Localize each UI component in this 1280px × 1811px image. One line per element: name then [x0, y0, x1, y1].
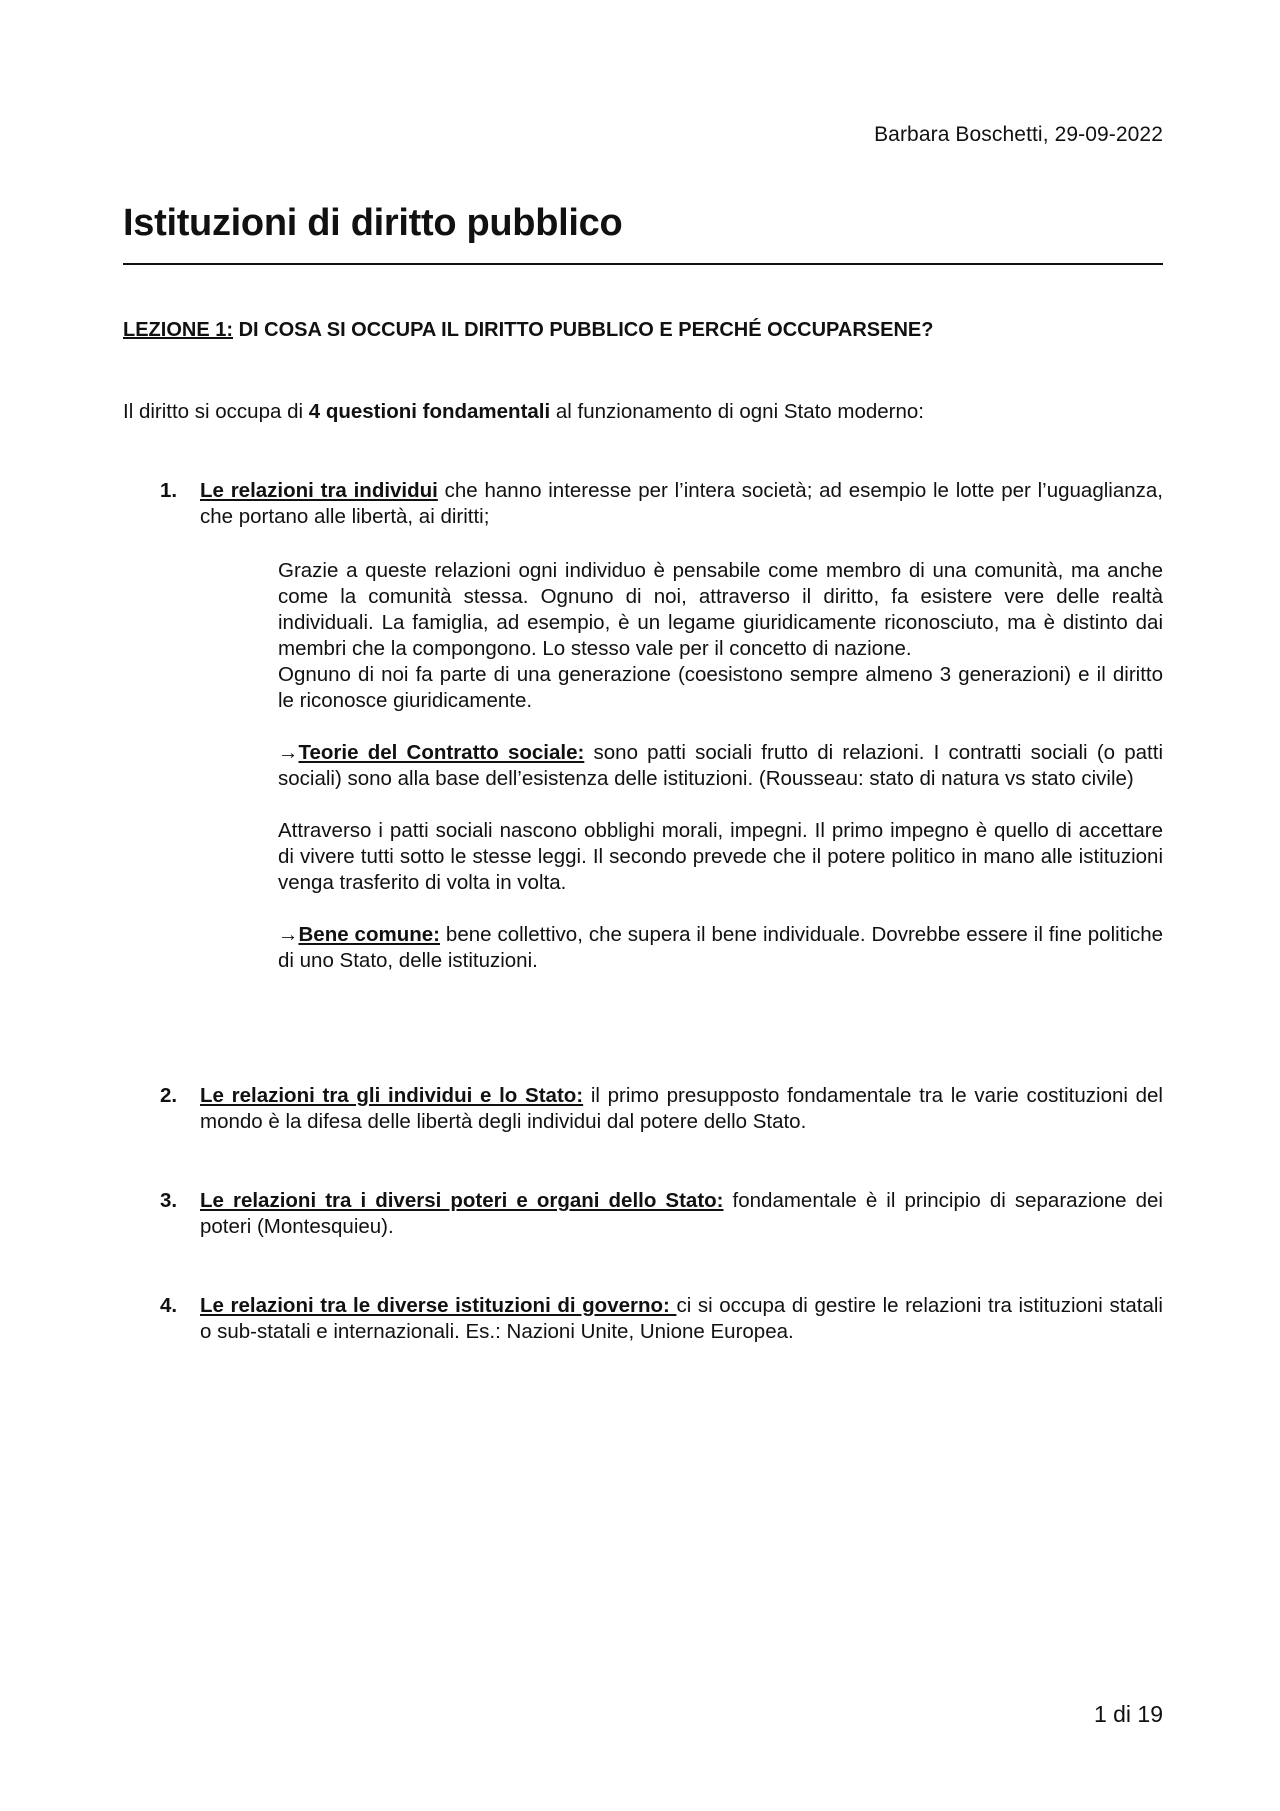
intro-paragraph: [123, 400, 1163, 424]
list-item-body: [200, 1083, 1163, 1135]
list-number: 3.: [160, 1189, 178, 1212]
title-divider: [123, 263, 1163, 265]
lesson-heading: [123, 319, 933, 342]
list-item-3: [160, 1188, 1163, 1240]
list-item-1: [160, 478, 1163, 530]
sub-paragraph-1: Grazie a queste relazioni ogni individuo è pensabile come membro di una comunità, ma anche come la comunità stessa. Ognuno di noi, attraverso il diritto, fa esistere vere delle realtà individuali. La famiglia, ad esempio, è un legame giuridicamente riconosciuto, ma è distinto dai membri che la compongono. Lo stesso vale per il concetto di nazione.: [278, 559, 1163, 660]
list-item-label: Le relazioni tra i diversi poteri e organi dello Stato:: [200, 1189, 724, 1212]
arrow-right-icon: →: [278, 923, 299, 946]
page-title: Istituzioni di diritto pubblico: [123, 202, 623, 244]
list-item-text: ci si occupa di gestire le relazioni tra istituzioni statali o sub-statali e internazionali. Es.: Nazioni Unite, Unione Europea.: [200, 1294, 1163, 1343]
list-number: 4.: [160, 1294, 178, 1317]
intro-text-after: al funzionamento di ogni Stato moderno:: [550, 400, 924, 423]
intro-text-before: Il diritto si occupa di: [123, 400, 309, 423]
list-item-label: Le relazioni tra gli individui e lo Stato:: [200, 1084, 584, 1107]
page-number: 1 di 19: [1093, 1701, 1163, 1727]
bene-comune-label: Bene comune:: [298, 923, 440, 946]
list-item-body: [200, 1188, 1163, 1240]
arrow-right-icon: →: [278, 741, 299, 764]
contratto-sociale-label: Teorie del Contratto sociale:: [298, 741, 585, 764]
sub-paragraph-2: Ognuno di noi fa parte di una generazione (coesistono sempre almeno 3 generazioni) e il diritto le riconosce giuridicamente.: [278, 663, 1163, 712]
sub-paragraph-3: Attraverso i patti sociali nascono obblighi morali, impegni. Il primo impegno è quello di accettare di vivere tutti sotto le stesse leggi. Il secondo prevede che il potere politico in mano alle istituzioni venga trasferito di volta in volta.: [278, 819, 1163, 894]
subsection-block: [278, 558, 1163, 974]
list-item-label: Le relazioni tra le diverse istituzioni di governo:: [200, 1294, 677, 1317]
list-item-body: [200, 1293, 1163, 1345]
bene-comune-text: bene collettivo, che supera il bene individuale. Dovrebbe essere il fine politiche di uno Stato, delle istituzioni.: [278, 923, 1163, 972]
list-item-body: [200, 478, 1163, 530]
lesson-title: DI COSA SI OCCUPA IL DIRITTO PUBBLICO E PERCHÉ OCCUPARSENE?: [233, 319, 934, 341]
bene-comune-paragraph: [278, 922, 1163, 974]
contratto-sociale-paragraph: [278, 740, 1163, 792]
list-item-4: [160, 1293, 1163, 1345]
intro-bold: 4 questioni fondamentali: [308, 400, 551, 423]
list-item-label: Le relazioni tra individui: [200, 479, 438, 502]
contratto-sociale-text: sono patti sociali frutto di relazioni. I contratti sociali (o patti sociali) sono alla base dell’esistenza delle istituzioni. (Rousseau: stato di natura vs stato civile): [278, 741, 1163, 790]
list-number: 1.: [160, 479, 178, 502]
list-item-text: fondamentale è il principio di separazione dei poteri (Montesquieu).: [200, 1189, 1163, 1238]
lesson-label: LEZIONE 1:: [123, 319, 234, 341]
author-date: Barbara Boschetti, 29-09-2022: [874, 123, 1163, 146]
list-item-2: [160, 1083, 1163, 1135]
list-item-text: il primo presupposto fondamentale tra le varie costituzioni del mondo è la difesa delle libertà degli individui dal potere dello Stato.: [200, 1084, 1163, 1133]
list-item-text: che hanno interesse per l’intera società; ad esempio le lotte per l’uguaglianza, che portano alle libertà, ai diritti;: [200, 479, 1163, 528]
list-number: 2.: [160, 1084, 178, 1107]
